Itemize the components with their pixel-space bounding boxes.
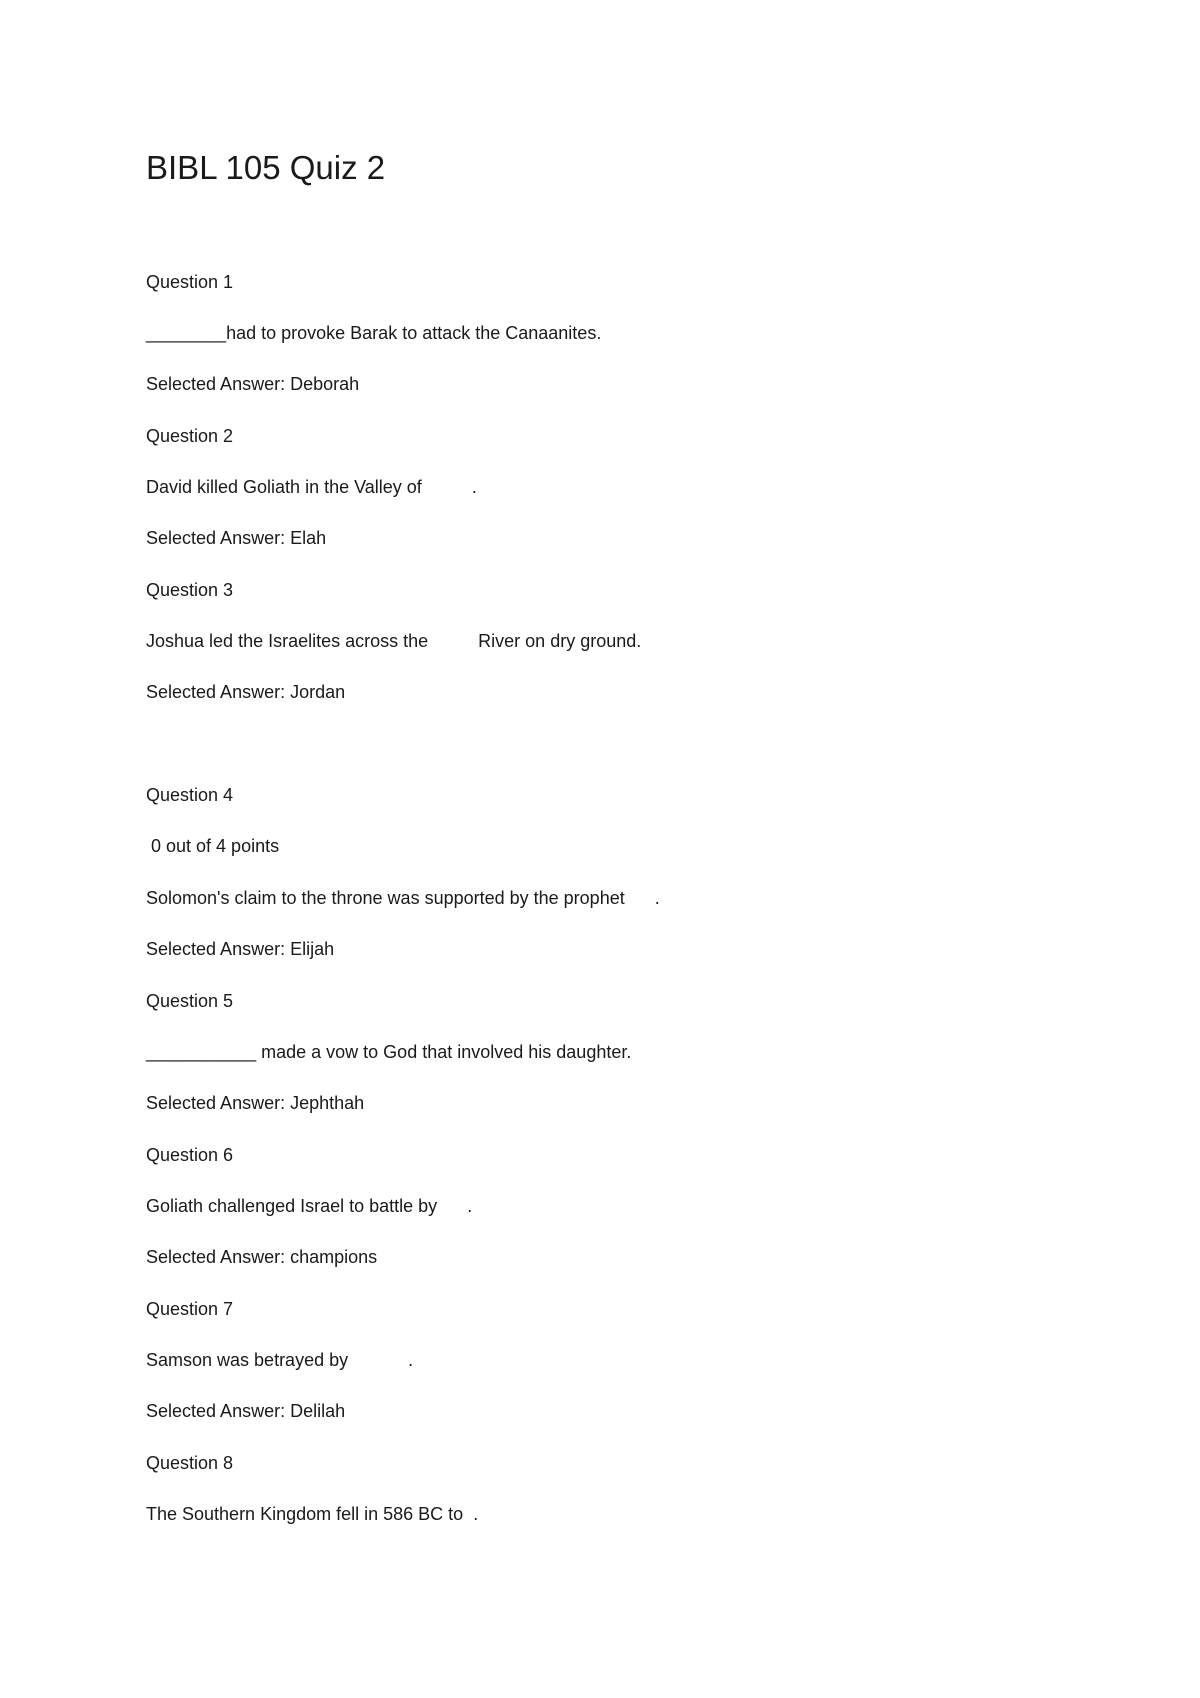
question-3-answer: Selected Answer: Jordan xyxy=(146,682,346,702)
question-5-text: ___________ made a vow to God that involved his daughter. xyxy=(146,1042,632,1062)
question-1-answer: Selected Answer: Deborah xyxy=(146,374,360,394)
question-6-answer: Selected Answer: champions xyxy=(146,1247,378,1267)
document-title: BIBL 105 Quiz 2 xyxy=(146,149,386,186)
question-7-text: Samson was betrayed by . xyxy=(146,1350,414,1370)
question-1-text: ________had to provoke Barak to attack the Canaanites. xyxy=(146,323,602,343)
question-4-text: Solomon's claim to the throne was supported by the prophet . xyxy=(146,888,660,908)
question-7-heading: Question 7 xyxy=(146,1299,234,1319)
question-3-text: Joshua led the Israelites across the River on dry ground. xyxy=(146,631,642,651)
question-2-text: David killed Goliath in the Valley of . xyxy=(146,477,477,497)
question-2-answer: Selected Answer: Elah xyxy=(146,528,327,548)
question-6-text: Goliath challenged Israel to battle by . xyxy=(146,1196,473,1216)
question-4-heading: Question 4 xyxy=(146,785,234,805)
question-7-answer: Selected Answer: Delilah xyxy=(146,1401,346,1421)
question-5-answer: Selected Answer: Jephthah xyxy=(146,1093,365,1113)
question-8-text: The Southern Kingdom fell in 586 BC to . xyxy=(146,1504,479,1524)
question-4-points: 0 out of 4 points xyxy=(146,836,280,856)
question-2-heading: Question 2 xyxy=(146,426,234,446)
question-4-answer: Selected Answer: Elijah xyxy=(146,939,335,959)
question-3-heading: Question 3 xyxy=(146,580,234,600)
question-8-heading: Question 8 xyxy=(146,1453,234,1473)
question-6-heading: Question 6 xyxy=(146,1145,234,1165)
question-1-heading: Question 1 xyxy=(146,272,234,292)
question-5-heading: Question 5 xyxy=(146,991,234,1011)
